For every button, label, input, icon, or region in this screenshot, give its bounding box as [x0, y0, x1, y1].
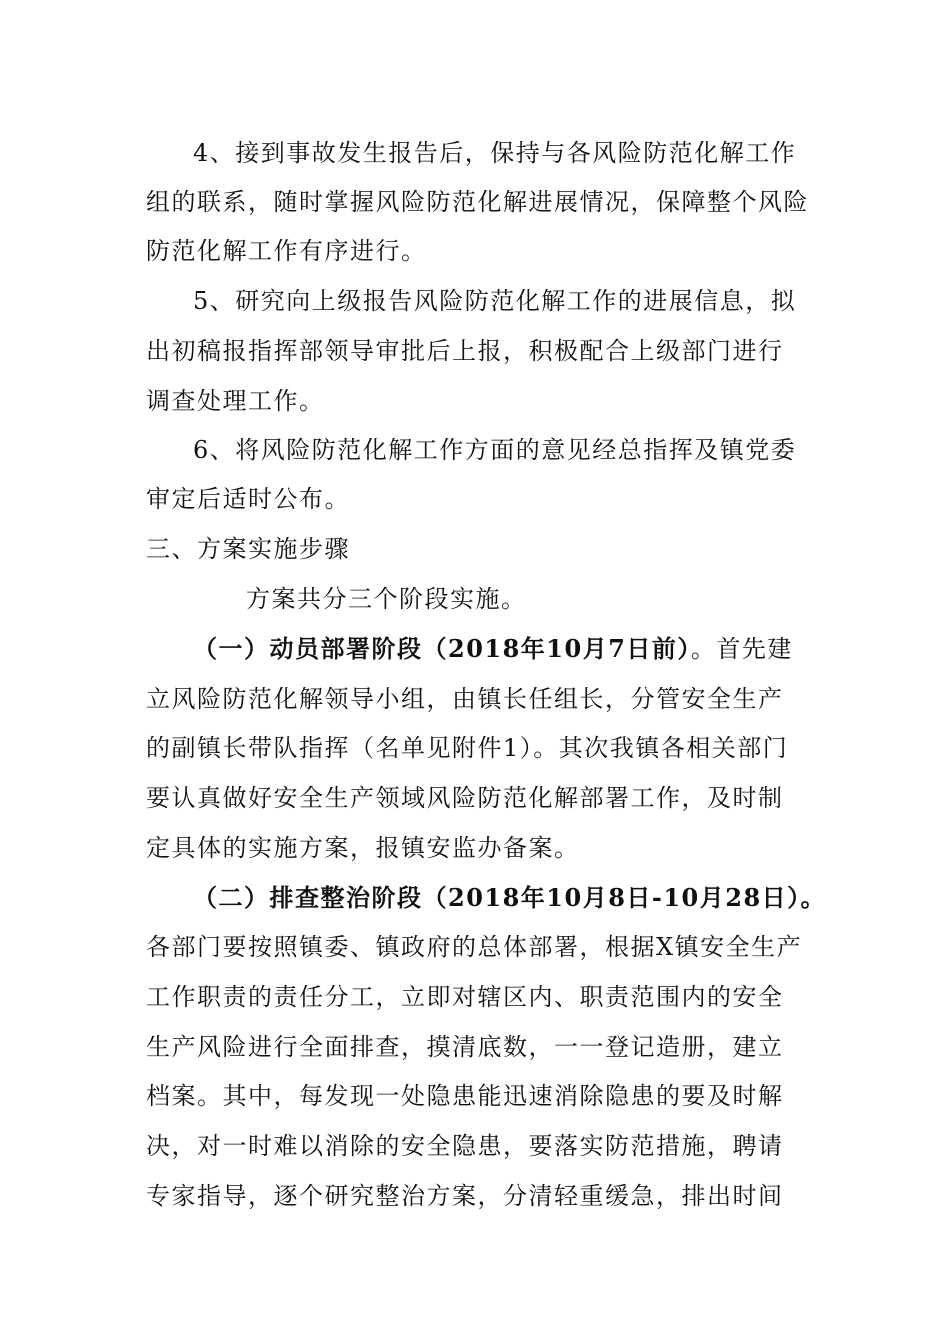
- stage-1-first-line: [193, 634, 793, 664]
- stage-2-line-5: 档案。其中，每发现一处隐患能迅速消除隐患的要及时解: [146, 1082, 784, 1110]
- stage-1-line-2: 立风险防范化解领导小组，由镇长任组长，分管安全生产: [146, 685, 784, 713]
- stage-1-first-line-rest: 。首先建: [690, 635, 793, 663]
- paragraph-5-line-3: 调查处理工作。: [146, 387, 325, 415]
- paragraph-5-line-1: 5、研究向上级报告风险防范化解工作的进展信息，拟: [193, 287, 797, 315]
- paragraph-6-line-1: 6、将风险防范化解工作方面的意见经总指挥及镇党委: [193, 436, 797, 464]
- stage-2-line-2: 各部门要按照镇委、镇政府的总体部署，根据X镇安全生产: [146, 933, 803, 961]
- section-heading: 三、方案实施步骤: [146, 535, 350, 563]
- stage-1-line-5: 定具体的实施方案，报镇安监办备案。: [146, 834, 580, 862]
- section-intro: 方案共分三个阶段实施。: [246, 585, 527, 613]
- stage-1-heading: （一）动员部署阶段（2018年10月7日前）: [193, 634, 691, 663]
- paragraph-6-line-2: 审定后适时公布。: [146, 485, 350, 513]
- paragraph-5-line-2: 出初稿报指挥部领导审批后上报，积极配合上级部门进行: [146, 337, 784, 365]
- stage-2-line-7: 专家指导，逐个研究整治方案，分清轻重缓急，排出时间: [146, 1182, 784, 1210]
- paragraph-4-line-3: 防范化解工作有序进行。: [146, 237, 427, 265]
- stage-2-heading: （二）排查整治阶段（2018年10月8日-10月28日）。: [193, 883, 827, 912]
- paragraph-4-line-1: 4、接到事故发生报告后，保持与各风险防范化解工作: [193, 139, 797, 167]
- stage-2-line-4: 生产风险进行全面排查，摸清底数，一一登记造册，建立: [146, 1033, 784, 1061]
- stage-1-line-3: 的副镇长带队指挥（名单见附件1）。其次我镇各相关部门: [146, 734, 789, 762]
- stage-1-line-4: 要认真做好安全生产领域风险防范化解部署工作，及时制: [146, 784, 784, 812]
- stage-2-line-3: 工作职责的责任分工，立即对辖区内、职责范围内的安全: [146, 983, 784, 1011]
- stage-2-line-6: 决，对一时难以消除的安全隐患，要落实防范措施，聘请: [146, 1132, 784, 1160]
- paragraph-4-line-2: 组的联系，随时掌握风险防范化解进展情况，保障整个风险: [146, 188, 809, 216]
